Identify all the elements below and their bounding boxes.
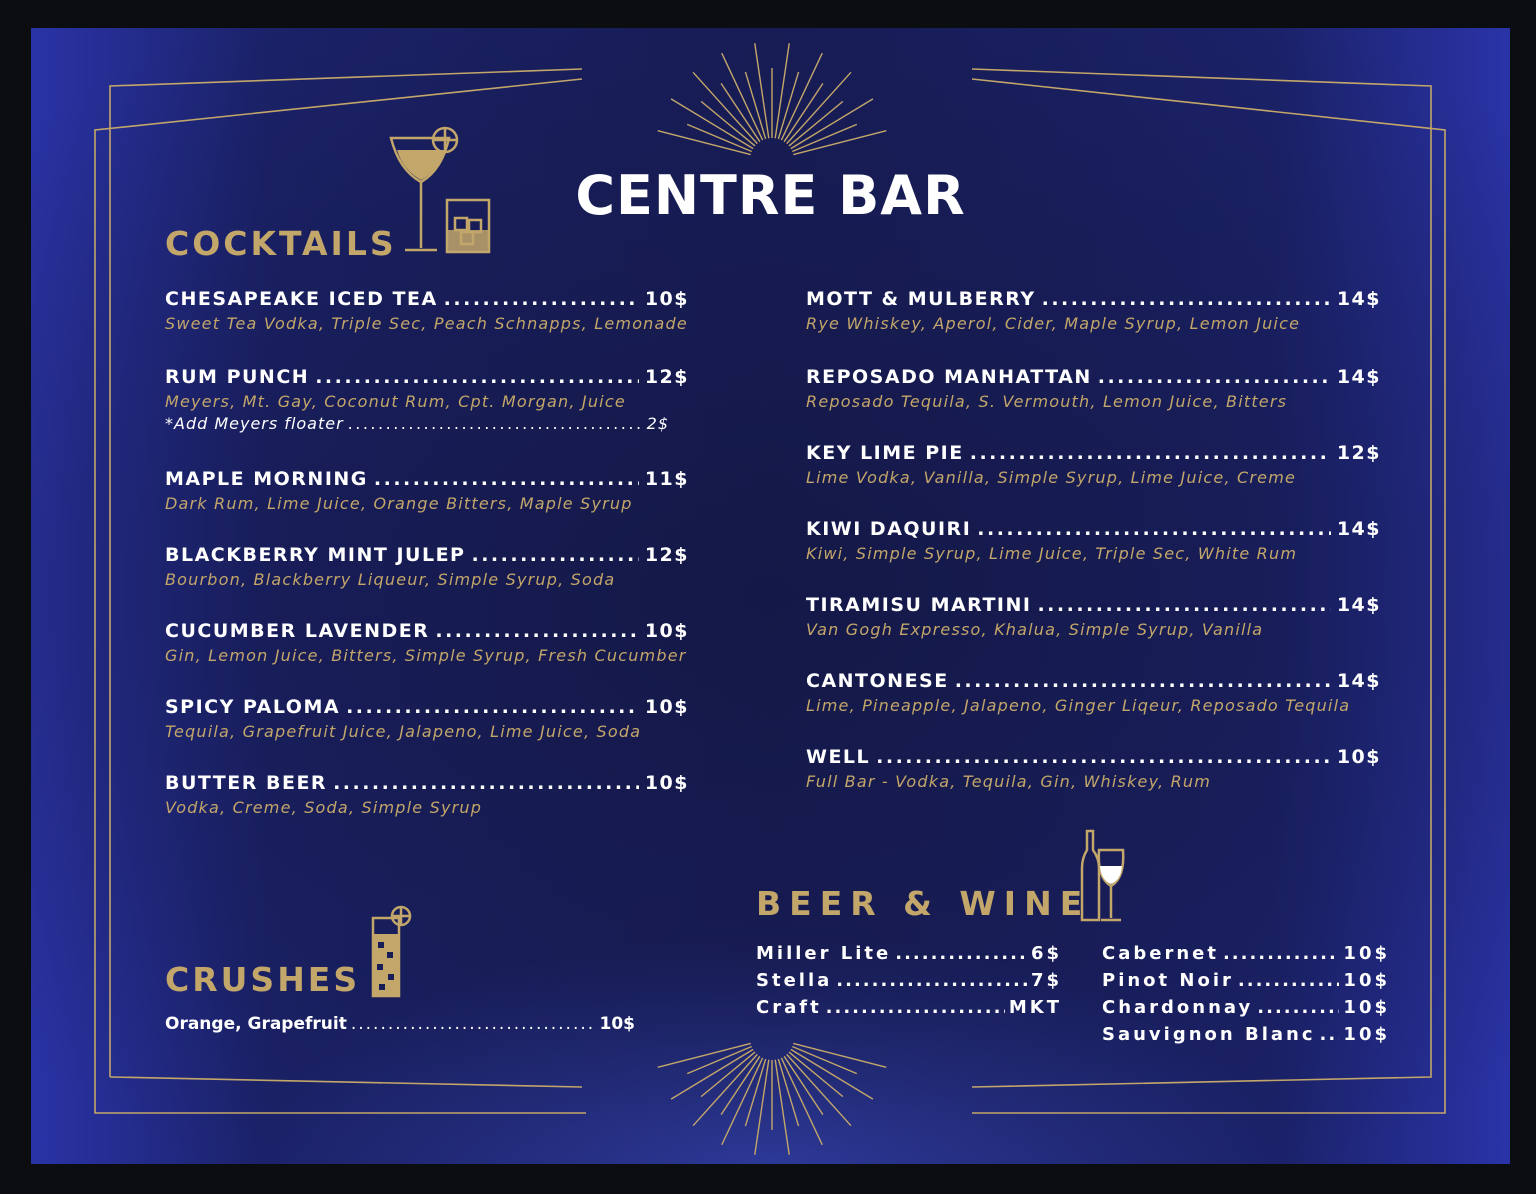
menu-item-line [165,620,689,642]
leader-dots [351,1014,596,1034]
leader-dots [955,670,1331,692]
wine-name: Cabernet [1102,943,1219,964]
menu-item-description: Kiwi, Simple Syrup, Lime Juice, Triple Sec, White Rum [806,544,1298,563]
sunburst-ray [671,99,753,149]
beer-item [756,943,1062,970]
menu-item [806,594,1381,639]
sunburst-ray [658,1043,751,1067]
menu-item [806,670,1381,715]
menu-item-line [165,366,689,388]
beer-name: Craft [756,997,822,1018]
menu-item-description: Bourbon, Blackberry Liqueur, Simple Syrup, Soda [165,570,616,589]
menu-item-name: REPOSADO MANHATTAN [806,366,1092,388]
menu-item-line [165,772,689,794]
wine-name: Sauvignon Blanc [1102,1024,1316,1045]
sunburst-ray [791,1049,873,1099]
menu-item-name: BLACKBERRY MINT JULEP [165,544,466,566]
menu-item-line [806,518,1381,540]
leader-dots [826,997,1005,1018]
menu-item-price: 14$ [1336,518,1381,540]
beer-name: Stella [756,970,833,991]
menu-item [806,746,1381,791]
menu-item [165,468,689,513]
sunburst-ray [658,131,751,155]
leader-dots [1037,594,1330,616]
beer-price: MKT [1008,997,1062,1018]
sunburst-ray [778,1059,798,1126]
menu-item-line [806,746,1381,768]
leader-dots [444,288,639,310]
menu-item [165,620,689,665]
menu-item-description: Rye Whiskey, Aperol, Cider, Maple Syrup, Lemon Juice [806,314,1301,333]
leader-dots [1042,288,1331,310]
sunburst-ray [793,1043,886,1067]
menu-item [165,544,689,589]
menu-item-description: Sweet Tea Vodka, Triple Sec, Peach Schnapps, Lemonade [165,314,688,333]
menu-item-price: 10$ [644,288,689,310]
wine-price: 10$ [1343,970,1390,991]
menu-item-description: Tequila, Grapefruit Juice, Jalapeno, Lime Juice, Soda [165,722,642,741]
menu-item-line [806,442,1381,464]
menu-item-line [806,670,1381,692]
menu-item-price: 14$ [1336,366,1381,388]
page-title: CENTRE BAR [575,164,966,227]
menu-item-price: 14$ [1336,670,1381,692]
highball-glass-icon [369,904,419,1000]
menu-item-price: 10$ [644,620,689,642]
menu-item-line [165,468,689,490]
menu-item-name: CANTONESE [806,670,949,692]
leader-dots [895,943,1027,964]
sunburst-ray [778,72,798,139]
menu-item-name: TIRAMISU MARTINI [806,594,1032,616]
menu-item-line [165,544,689,566]
menu-item-line [165,696,689,718]
leader-dots [348,414,643,433]
menu-item [806,288,1381,333]
menu-item-description: Lime Vodka, Vanilla, Simple Syrup, Lime Juice, Creme [806,468,1297,487]
menu-item [165,772,689,817]
sunburst-ray [671,1049,753,1099]
wine-item [1102,970,1390,997]
menu-item [806,518,1381,563]
wine-bottle-glass-icon [1079,828,1129,924]
crush-item-name: Orange, Grapefruit [165,1014,347,1034]
wine-item [1102,1024,1390,1051]
wine-item [1102,943,1390,970]
menu-item [165,366,689,433]
leader-dots [977,518,1331,540]
menu-item-price: 10$ [644,696,689,718]
menu-item-line [806,288,1381,310]
menu-item-name: WELL [806,746,871,768]
cocktails-heading: COCKTAILS [165,224,397,263]
menu-item-description: Vodka, Creme, Soda, Simple Syrup [165,798,483,817]
wine-item [1102,997,1390,1024]
menu-item-line [806,366,1381,388]
crush-item-price: 10$ [599,1014,635,1034]
menu-item-description: Gin, Lemon Juice, Bitters, Simple Syrup, Fresh Cucumber [165,646,687,665]
leader-dots [374,468,639,490]
leader-dots [1320,1024,1340,1045]
menu-item [806,442,1381,487]
menu-item [806,366,1381,411]
wine-price: 10$ [1343,997,1390,1018]
menu-item-description: Lime, Pineapple, Jalapeno, Ginger Liqeur, Reposado Tequila [806,696,1351,715]
menu-item-addon [165,414,669,433]
crush-item [165,1014,635,1034]
leader-dots [435,620,638,642]
wine-price: 10$ [1343,1024,1390,1045]
menu-item-description: Reposado Tequila, S. Vermouth, Lemon Juice, Bitters [806,392,1288,411]
menu-item-price: 10$ [1336,746,1381,768]
menu-item-price: 12$ [1336,442,1381,464]
beer-price: 6$ [1030,943,1062,964]
beer-wine-heading: BEER & WINE [756,884,1091,923]
addon-price: 2$ [646,414,669,433]
menu-item-description: Van Gogh Expresso, Khalua, Simple Syrup, Vanilla [806,620,1264,639]
wine-name: Pinot Noir [1102,970,1234,991]
beer-price: 7$ [1030,970,1062,991]
wine-list [1102,943,1390,1051]
menu-item-name: RUM PUNCH [165,366,310,388]
menu-item-price: 10$ [644,772,689,794]
leader-dots [1257,997,1339,1018]
sunburst-ray [745,72,765,139]
crushes-heading: CRUSHES [165,960,361,999]
menu-item-description: Dark Rum, Lime Juice, Orange Bitters, Maple Syrup [165,494,633,513]
bottom-sunburst [658,1043,887,1154]
sunburst-ray [791,99,873,149]
beer-name: Miller Lite [756,943,892,964]
leader-dots [1238,970,1340,991]
sunburst-ray [793,131,886,155]
sunburst-ray [745,1059,765,1126]
menu-item [165,288,689,333]
leader-dots [315,366,639,388]
wine-name: Chardonnay [1102,997,1254,1018]
menu-item-line [165,288,689,310]
menu-item-name: CUCUMBER LAVENDER [165,620,430,642]
leader-dots [333,772,639,794]
menu-item-name: KIWI DAQUIRI [806,518,972,540]
leader-dots [346,696,639,718]
leader-dots [1223,943,1339,964]
menu-item-name: BUTTER BEER [165,772,328,794]
menu-item-description: Full Bar - Vodka, Tequila, Gin, Whiskey, Rum [806,772,1212,791]
cocktail-glass-icon [387,120,497,260]
leader-dots [970,442,1331,464]
menu-item-name: MOTT & MULBERRY [806,288,1036,310]
menu-item-line [806,594,1381,616]
menu-item-name: KEY LIME PIE [806,442,964,464]
beer-list [756,943,1062,1024]
leader-dots [876,746,1331,768]
beer-item [756,997,1062,1024]
menu-item-price: 12$ [644,366,689,388]
leader-dots [1098,366,1331,388]
top-sunburst [658,43,887,154]
menu-item-name: MAPLE MORNING [165,468,368,490]
menu-item-description: Meyers, Mt. Gay, Coconut Rum, Cpt. Morgan, Juice [165,392,626,411]
menu-item-name: SPICY PALOMA [165,696,341,718]
menu-item-name: CHESAPEAKE ICED TEA [165,288,438,310]
menu-item-price: 12$ [644,544,689,566]
menu-item-price: 14$ [1336,594,1381,616]
leader-dots [471,544,638,566]
menu-poster [31,28,1510,1164]
addon-label: *Add Meyers floater [165,414,344,433]
leader-dots [836,970,1027,991]
menu-item-price: 11$ [644,468,689,490]
menu-item [165,696,689,741]
wine-price: 10$ [1343,943,1390,964]
beer-item [756,970,1062,997]
menu-item-price: 14$ [1336,288,1381,310]
